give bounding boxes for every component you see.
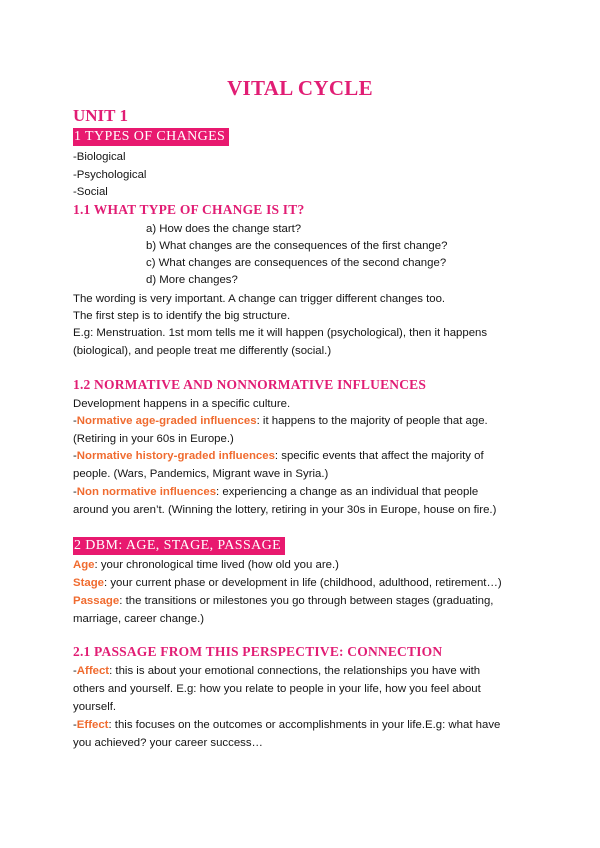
normative-age-line [73, 414, 488, 428]
definition: : your chronological time lived (how old you are.) [94, 559, 339, 571]
dash: - [73, 450, 77, 462]
paragraph-line: (biological), and people treat me differently (social.) [73, 345, 332, 357]
question-item: b) What changes are the consequences of the first change? [146, 240, 448, 252]
paragraph-line: you achieved? your career success… [73, 737, 263, 749]
keyword: Age [73, 559, 95, 571]
stage-line [73, 576, 502, 590]
definition: : experiencing a change as an individual that people [216, 486, 479, 498]
paragraph-line: The wording is very important. A change can trigger different changes too. [73, 293, 446, 305]
list-item: -Biological [73, 151, 126, 163]
dash: - [73, 719, 77, 731]
definition: : specific events that affect the majority of [274, 450, 484, 462]
dash: - [73, 486, 77, 498]
normative-history-line [73, 449, 484, 463]
paragraph-line: E.g: Menstruation. 1st mom tells me it will happen (psychological), then it happens [73, 327, 488, 339]
effect-line [73, 718, 500, 732]
keyword: Stage [73, 577, 105, 589]
definition: : this is about your emotional connections, the relationships you have with [109, 665, 481, 677]
section-1-1-heading: 1.1 WHAT TYPE OF CHANGE IS IT? [73, 202, 305, 217]
keyword: Normative history-graded influences [76, 450, 275, 462]
keyword: Affect [76, 665, 110, 677]
dash: - [73, 415, 77, 427]
paragraph-line: around you aren’t. (Winning the lottery, retiring in your 30s in Europe, house on fire.) [73, 504, 497, 516]
non-normative-line [73, 485, 478, 499]
section-1-heading: 1 TYPES OF CHANGES [73, 128, 229, 146]
unit-heading: UNIT 1 [73, 106, 128, 125]
paragraph-line: others and yourself. E.g: how you relate to people in your life, how you feel about [73, 683, 481, 695]
keyword: Effect [76, 719, 109, 731]
question-item: c) What changes are consequences of the second change? [146, 257, 447, 269]
definition: : your current phase or development in life (childhood, adulthood, retirement…) [104, 577, 502, 589]
paragraph-line: The first step is to identify the big structure. [73, 310, 291, 322]
definition: : this focuses on the outcomes or accomplishments in your life.E.g: what have [108, 719, 501, 731]
question-item: d) More changes? [146, 274, 238, 286]
document-title: VITAL CYCLE [227, 76, 373, 100]
paragraph-line: Development happens in a specific culture. [73, 398, 291, 410]
keyword: Passage [73, 595, 120, 607]
list-item: -Social [73, 186, 108, 198]
section-1-2-heading: 1.2 NORMATIVE AND NONNORMATIVE INFLUENCES [73, 377, 427, 392]
paragraph-line: people. (Wars, Pandemics, Migrant wave in Syria.) [73, 468, 329, 480]
section-2-1-heading: 2.1 PASSAGE FROM THIS PERSPECTIVE: CONNECTION [73, 644, 443, 659]
list-item: -Psychological [73, 169, 147, 181]
paragraph-line: (Retiring in your 60s in Europe.) [73, 433, 234, 445]
keyword: Normative age-graded influences [76, 415, 257, 427]
age-line [73, 558, 339, 572]
question-item: a) How does the change start? [146, 223, 302, 235]
passage-line [73, 594, 493, 608]
paragraph-line: marriage, career change.) [73, 613, 205, 625]
keyword: Non normative influences [76, 486, 217, 498]
paragraph-line: yourself. [73, 701, 117, 713]
dash: - [73, 665, 77, 677]
section-2-heading: 2 DBM: AGE, STAGE, PASSAGE [73, 537, 285, 555]
definition: : the transitions or milestones you go through between stages (graduating, [119, 595, 494, 607]
affect-line [73, 664, 480, 678]
definition: : it happens to the majority of people that age. [256, 415, 488, 427]
